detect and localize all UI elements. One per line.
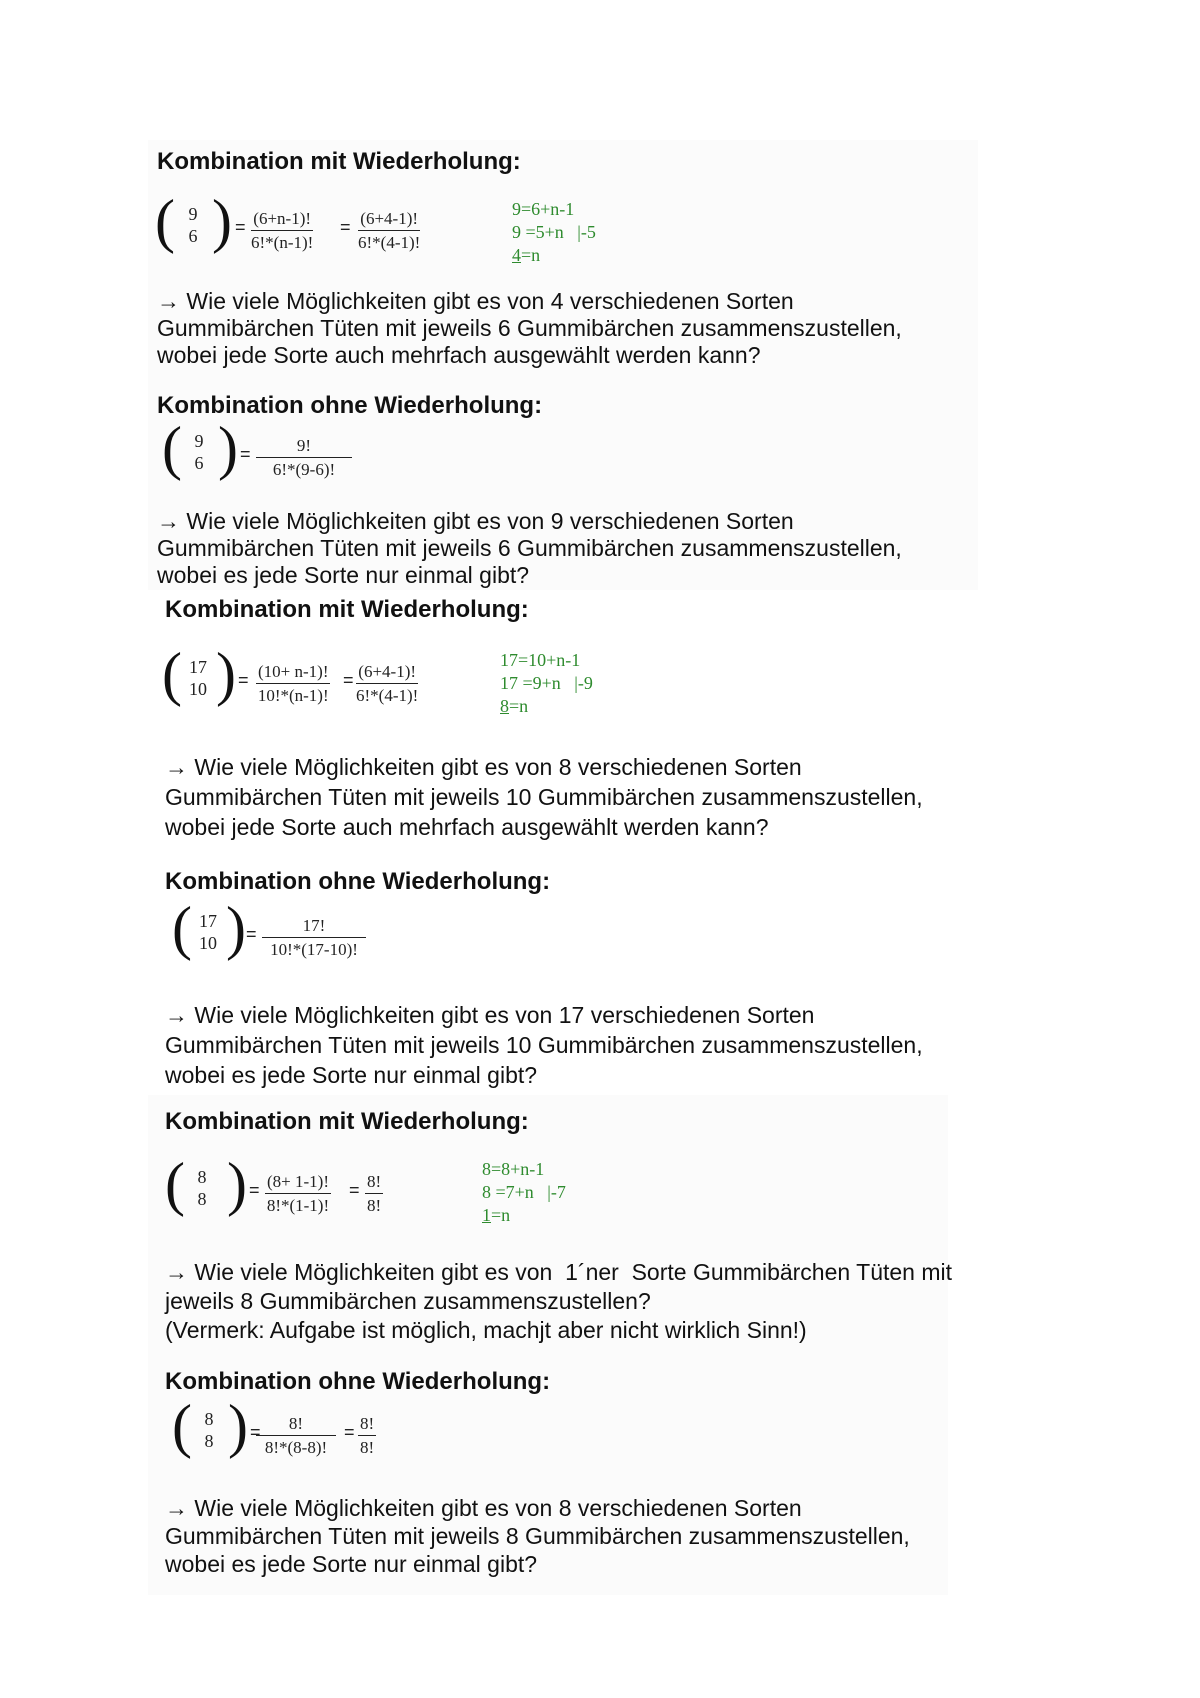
binom-bottom: 8 [197,1189,207,1209]
fraction-2 [358,1414,376,1458]
equals-sign: = [238,670,249,690]
binom-bottom: 6 [194,453,204,473]
right-paren: ) [216,641,236,707]
fraction-2 [356,662,418,706]
binom-top: 9 [188,204,198,224]
section-6-formula [172,1393,492,1470]
section-3-question [165,752,923,842]
section-2-formula [162,415,462,492]
fraction-numerator: (6+n-1)! [251,209,313,231]
solve-line [500,695,593,718]
binom-bottom: 6 [188,226,198,246]
question-line: Gummibärchen Tüten mit jeweils 6 Gummibärchen zusammenszustellen, [157,315,902,341]
question-line: → Wie viele Möglichkeiten gibt es von 4 verschiedenen Sorten [157,288,794,314]
binom-bottom: 8 [204,1431,214,1451]
question-line: → Wie viele Möglichkeiten gibt es von 8 verschiedenen Sorten [165,754,802,780]
solve-result-var: =n [491,1205,511,1225]
section-3-heading: Kombination mit Wiederholung: [165,596,529,623]
section-5-heading: Kombination mit Wiederholung: [165,1108,529,1135]
fraction-2 [365,1172,383,1216]
solve-result-var: =n [521,245,541,265]
equals-sign: = [246,924,257,944]
fraction-1 [265,1172,331,1216]
fraction-1 [262,916,366,960]
equals-sign: = [344,1422,355,1442]
section-5-question [165,1258,952,1345]
left-paren: ( [162,641,182,707]
binom-top: 17 [199,911,217,931]
section-2-heading: Kombination ohne Wiederholung: [157,392,543,419]
binomial-coefficient [182,203,204,247]
fraction-numerator: 9! [256,436,352,458]
solve-line: 9 =5+n |-5 [512,222,596,242]
solve-line [482,1204,566,1227]
binomial-coefficient [184,656,212,700]
fraction-numerator: (10+ n-1)! [256,662,330,684]
equals-sign: = [250,1422,261,1442]
question-line: wobei es jede Sorte nur einmal gibt? [165,1062,538,1088]
fraction-1 [256,662,330,706]
question-line: wobei es jede Sorte nur einmal gibt? [157,562,530,588]
fraction-denominator: 6!*(n-1)! [251,233,314,252]
fraction-numerator: 17! [262,916,366,938]
question-line: → Wie viele Möglichkeiten gibt es von 9 verschiedenen Sorten [157,508,794,534]
binomial-coefficient [188,430,210,474]
question-line: Gummibärchen Tüten mit jeweils 10 Gummibärchen zusammenszustellen, [165,784,923,810]
fraction-denominator: 8!*(8-8)! [264,1438,328,1457]
fraction-denominator: 10!*(n-1)! [257,686,329,705]
right-paren: ) [218,415,238,481]
section-5-solve-steps [482,1158,566,1227]
left-paren: ( [165,1151,185,1217]
fraction-numerator: (6+4-1)! [356,662,418,684]
binom-top: 17 [189,657,207,677]
question-line: → Wie viele Möglichkeiten gibt es von 1´ner Sorte Gummibärchen Tüten mit [165,1259,953,1285]
section-2-question [157,508,902,589]
fraction-denominator: 10!*(17-10)! [270,940,358,959]
question-line: wobei jede Sorte auch mehrfach ausgewählt werden kann? [157,342,761,368]
question-line: wobei es jede Sorte nur einmal gibt? [165,1551,538,1577]
fraction-1 [256,436,352,480]
solve-line [512,244,596,267]
fraction-denominator: 8! [360,1438,375,1457]
fraction-denominator: 8!*(1-1)! [266,1196,330,1215]
binom-bottom: 10 [189,679,207,699]
binom-bottom: 10 [199,933,217,953]
solve-line: 8=8+n-1 [482,1159,545,1179]
solve-result-value: 8 [500,696,509,716]
left-paren: ( [172,1393,192,1459]
binom-top: 8 [197,1167,207,1187]
section-6-heading: Kombination ohne Wiederholung: [165,1368,551,1395]
equals-sign: = [340,217,351,237]
section-1-solve-steps [512,198,596,267]
solve-line: 9=6+n-1 [512,199,575,219]
fraction-1 [256,1414,336,1458]
solve-line: 17=10+n-1 [500,650,581,670]
question-line: (Vermerk: Aufgabe ist möglich, machjt aber nicht wirklich Sinn!) [165,1317,807,1343]
solve-result-value: 4 [512,245,521,265]
fraction-1 [251,209,313,253]
fraction-numerator: 8! [358,1414,376,1436]
fraction-denominator: 6!*(9-6)! [272,460,336,479]
section-3-solve-steps [500,649,593,718]
right-paren: ) [226,895,246,961]
solve-line: 8 =7+n |-7 [482,1182,566,1202]
question-line: → Wie viele Möglichkeiten gibt es von 8 verschiedenen Sorten [165,1495,802,1521]
section-4-question [165,1000,923,1090]
equals-sign: = [240,444,251,464]
binomial-coefficient [191,1166,213,1210]
binomial-coefficient [198,1408,220,1452]
fraction-numerator: (8+ 1-1)! [265,1172,331,1194]
section-4-heading: Kombination ohne Wiederholung: [165,868,551,895]
section-1-heading: Kombination mit Wiederholung: [157,148,521,175]
question-line: → Wie viele Möglichkeiten gibt es von 17 verschiedenen Sorten [165,1002,815,1028]
right-paren: ) [228,1393,248,1459]
fraction-denominator: 6!*(4-1)! [358,233,421,252]
question-line: Gummibärchen Tüten mit jeweils 10 Gummibärchen zusammenszustellen, [165,1032,923,1058]
right-paren: ) [227,1151,247,1217]
question-line: jeweils 8 Gummibärchen zusammenszustellen? [165,1288,651,1314]
question-line: Gummibärchen Tüten mit jeweils 6 Gummibärchen zusammenszustellen, [157,535,902,561]
left-paren: ( [172,895,192,961]
fraction-denominator: 6!*(4-1)! [356,686,419,705]
equals-sign: = [343,670,354,690]
binom-top: 9 [194,431,204,451]
section-6-question [165,1494,910,1578]
binomial-coefficient [194,910,222,954]
question-line: Gummibärchen Tüten mit jeweils 8 Gummibärchen zusammenszustellen, [165,1523,910,1549]
fraction-numerator: 8! [365,1172,383,1194]
fraction-denominator: 8! [367,1196,382,1215]
equals-sign: = [235,217,246,237]
equals-sign: = [249,1180,260,1200]
fraction-2 [358,209,420,253]
section-4-formula [172,895,492,972]
left-paren: ( [162,415,182,481]
equals-sign: = [349,1180,360,1200]
solve-line: 17 =9+n |-9 [500,673,593,693]
fraction-numerator: (6+4-1)! [358,209,420,231]
right-paren: ) [212,188,232,254]
solve-result-var: =n [509,696,529,716]
fraction-numerator: 8! [256,1414,336,1436]
binom-top: 8 [204,1409,214,1429]
left-paren: ( [155,188,175,254]
section-1-question [157,288,902,369]
question-line: wobei jede Sorte auch mehrfach ausgewählt werden kann? [165,814,769,840]
solve-result-value: 1 [482,1205,491,1225]
